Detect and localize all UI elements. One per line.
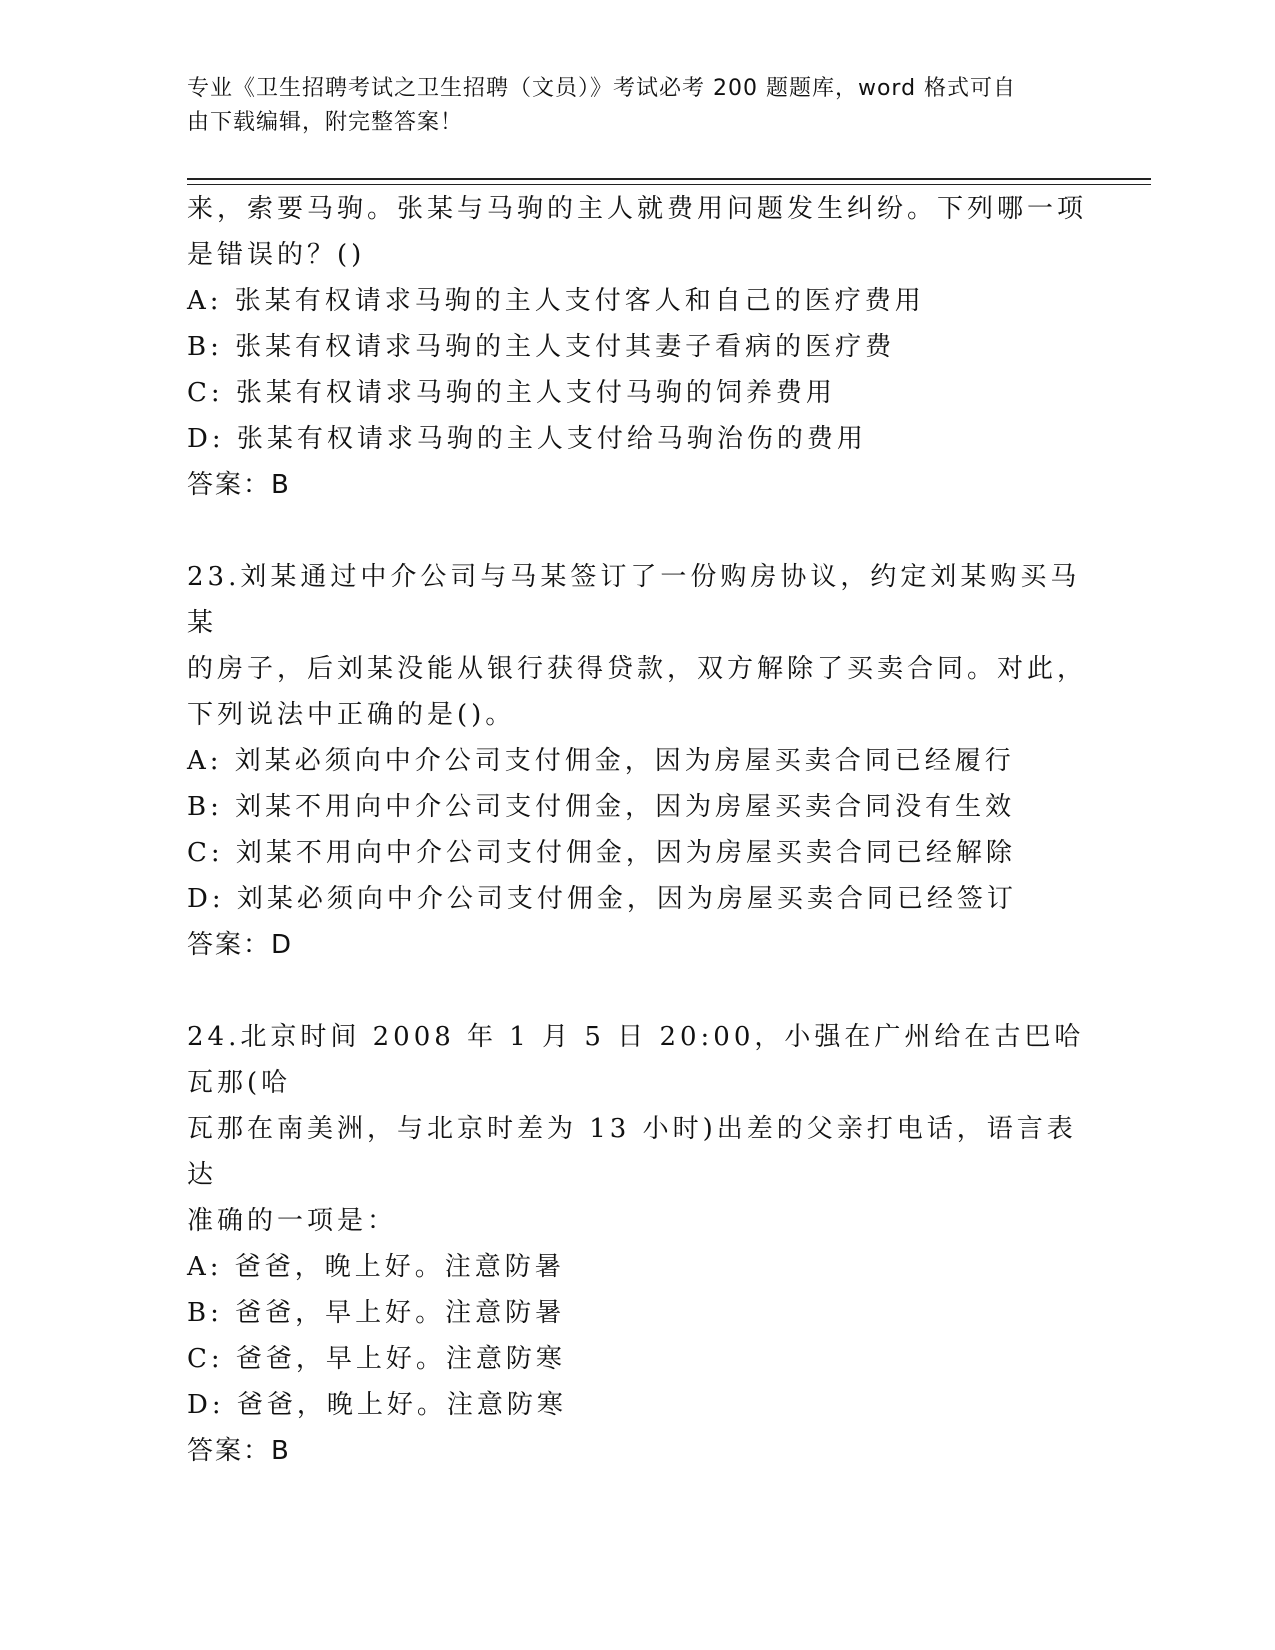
document-header [187, 72, 1067, 140]
question-block [187, 554, 1087, 968]
option-a: A: 张某有权请求马驹的主人支付客人和自己的医疗费用 [187, 286, 925, 316]
header-line-2: 由下载编辑，附完整答案！ [187, 110, 464, 135]
answer: 答案：B [187, 1436, 291, 1466]
option-c: C: 刘某不用向中介公司支付佣金，因为房屋买卖合同已经解除 [187, 838, 1016, 868]
question-block [187, 1014, 1087, 1474]
question-text-line: 准确的一项是： [187, 1206, 398, 1236]
question-text-line: 23.刘某通过中介公司与马某签订了一份购房协议，约定刘某购买马某 [187, 562, 1081, 638]
option-b: B: 爸爸，早上好。注意防暑 [187, 1298, 566, 1328]
option-b: B: 刘某不用向中介公司支付佣金，因为房屋买卖合同没有生效 [187, 792, 1016, 822]
question-text-line: 来，索要马驹。张某与马驹的主人就费用问题发生纠纷。下列哪一项 [187, 194, 1088, 224]
option-a: A: 爸爸，晚上好。注意防暑 [187, 1252, 565, 1282]
question-block [187, 186, 1087, 508]
option-d: D: 爸爸，晚上好。注意防寒 [187, 1390, 567, 1420]
question-text-line: 瓦那在南美洲，与北京时差为 13 小时)出差的父亲打电话，语言表达 [187, 1114, 1077, 1190]
option-b: B: 张某有权请求马驹的主人支付其妻子看病的医疗费 [187, 332, 896, 362]
header-rule-thin [187, 184, 1151, 185]
option-a: A: 刘某必须向中介公司支付佣金，因为房屋买卖合同已经履行 [187, 746, 1015, 776]
question-text-line: 下列说法中正确的是()。 [187, 700, 516, 730]
option-c: C: 张某有权请求马驹的主人支付马驹的饲养费用 [187, 378, 836, 408]
header-line-1: 专业《卫生招聘考试之卫生招聘（文员）》考试必考 200 题题库，word 格式可自 [187, 76, 1017, 101]
question-text-line: 是错误的？() [187, 240, 366, 270]
question-list [187, 186, 1087, 1474]
answer: 答案：D [187, 930, 294, 960]
answer: 答案：B [187, 470, 291, 500]
header-rule-thick [187, 178, 1151, 180]
question-text-line: 24.北京时间 2008 年 1 月 5 日 20:00，小强在广州给在古巴哈瓦那(哈 [187, 1022, 1085, 1098]
option-d: D: 张某有权请求马驹的主人支付给马驹治伤的费用 [187, 424, 867, 454]
option-d: D: 刘某必须向中介公司支付佣金，因为房屋买卖合同已经签订 [187, 884, 1017, 914]
question-text-line: 的房子，后刘某没能从银行获得贷款，双方解除了买卖合同。对此， [187, 654, 1088, 684]
option-c: C: 爸爸，早上好。注意防寒 [187, 1344, 566, 1374]
